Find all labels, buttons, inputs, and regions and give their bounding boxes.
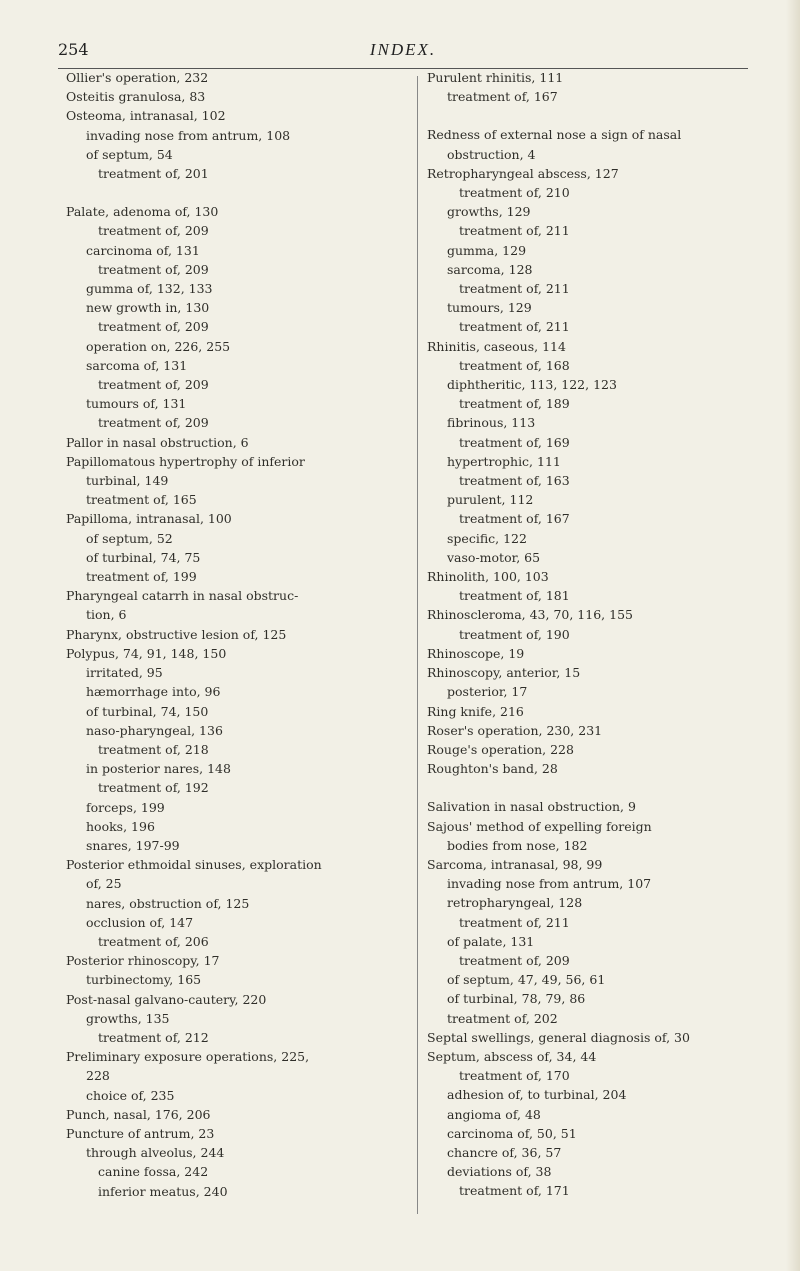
index-subentry: of septum, 54: [86, 146, 173, 162]
index-subentry: adhesion of, to turbinal, 204: [447, 1087, 627, 1103]
index-subentry: treatment of, 181: [459, 588, 570, 604]
index-subentry: snares, 197-99: [86, 837, 180, 853]
index-subentry: retropharyngeal, 128: [447, 895, 583, 911]
index-subentry: operation on, 226, 255: [86, 338, 231, 354]
index-column-left: [66, 68, 414, 1201]
index-subentry: sarcoma, 128: [447, 261, 533, 277]
index-subentry: hæmorrhage into, 96: [86, 684, 221, 700]
index-subentry: treatment of, 167: [447, 89, 558, 105]
index-subentry: obstruction, 4: [447, 146, 536, 162]
index-subentry: bodies from nose, 182: [447, 837, 588, 853]
index-subentry: tumours of, 131: [86, 396, 187, 412]
index-entry: Papilloma, intranasal, 100: [66, 511, 232, 527]
entry-gap: [427, 778, 757, 797]
index-entry: Preliminary exposure operations, 225,: [66, 1049, 310, 1065]
index-subentry: invading nose from antrum, 108: [86, 127, 291, 143]
index-subentry: through alveolus, 244: [86, 1145, 225, 1161]
index-subentry: vaso-motor, 65: [447, 549, 541, 565]
index-subentry: treatment of, 202: [447, 1010, 558, 1026]
index-subentry: nares, obstruction of, 125: [86, 895, 250, 911]
index-subentry: choice of, 235: [86, 1087, 175, 1103]
index-entry: Polypus, 74, 91, 148, 150: [66, 645, 227, 661]
index-subentry: treatment of, 211: [459, 914, 570, 930]
index-entry: Septal swellings, general diagnosis of, 30: [427, 1029, 690, 1045]
index-subentry: treatment of, 209: [98, 261, 209, 277]
index-subentry: irritated, 95: [86, 665, 163, 681]
index-subentry: treatment of, 210: [459, 185, 570, 201]
index-subentry: treatment of, 165: [86, 492, 197, 508]
index-entry: Punch, nasal, 176, 206: [66, 1106, 211, 1122]
index-subentry: treatment of, 167: [459, 511, 570, 527]
index-subentry: treatment of, 201: [98, 166, 209, 182]
index-subentry: diphtheritic, 113, 122, 123: [447, 377, 617, 393]
index-subentry: treatment of, 218: [98, 741, 209, 757]
index-subentry: treatment of, 199: [86, 569, 197, 585]
index-entry: Ring knife, 216: [427, 703, 524, 719]
index-entry: Rouge's operation, 228: [427, 741, 574, 757]
index-subentry: chancre of, 36, 57: [447, 1144, 562, 1160]
index-entry: Retropharyngeal abscess, 127: [427, 165, 619, 181]
index-subentry: posterior, 17: [447, 684, 528, 700]
index-subentry: of septum, 52: [86, 530, 173, 546]
index-subentry: turbinectomy, 165: [86, 972, 202, 988]
index-entry: Roser's operation, 230, 231: [427, 722, 603, 738]
index-subentry: deviations of, 38: [447, 1164, 552, 1180]
index-entry: Rhinoscleroma, 43, 70, 116, 155: [427, 607, 633, 623]
page-edge-shadow: [786, 0, 800, 1271]
index-entry: Salivation in nasal obstruction, 9: [427, 799, 636, 815]
index-subentry: treatment of, 163: [459, 473, 570, 489]
index-entry: Roughton's band, 28: [427, 761, 558, 777]
index-entry: Osteitis granulosa, 83: [66, 89, 206, 105]
index-subentry: treatment of, 168: [459, 357, 570, 373]
index-subentry: treatment of, 209: [98, 415, 209, 431]
index-subentry: gumma, 129: [447, 242, 527, 258]
index-entry: Post-nasal galvano-cautery, 220: [66, 991, 267, 1007]
running-title: INDEX.: [369, 40, 437, 59]
page-header: [58, 40, 748, 66]
index-entry: Posterior ethmoidal sinuses, exploration: [66, 857, 322, 873]
index-entry: Rhinitis, caseous, 114: [427, 338, 566, 354]
index-subentry: invading nose from antrum, 107: [447, 876, 652, 892]
index-subentry: of palate, 131: [447, 933, 535, 949]
index-entry: Pallor in nasal obstruction, 6: [66, 434, 249, 450]
index-entry: Pharynx, obstructive lesion of, 125: [66, 626, 287, 642]
index-subentry: treatment of, 209: [98, 319, 209, 335]
index-column-right: [427, 68, 757, 1201]
index-subentry: treatment of, 170: [459, 1068, 570, 1084]
index-subentry: of turbinal, 74, 150: [86, 703, 209, 719]
index-subentry: hypertrophic, 111: [447, 453, 561, 469]
index-entry: Papillomatous hypertrophy of inferior: [66, 453, 305, 469]
index-entry: Purulent rhinitis, 111: [427, 70, 564, 85]
index-subentry: treatment of, 192: [98, 780, 209, 796]
index-entry: Rhinolith, 100, 103: [427, 569, 549, 585]
index-subentry: tumours, 129: [447, 300, 532, 316]
index-subentry: carcinoma of, 50, 51: [447, 1125, 577, 1141]
index-subentry: treatment of, 212: [98, 1029, 209, 1045]
index-entry: Septum, abscess of, 34, 44: [427, 1048, 597, 1064]
index-subentry: turbinal, 149: [86, 473, 169, 489]
index-subentry: treatment of, 190: [459, 626, 570, 642]
index-entry: Palate, adenoma of, 130: [66, 204, 219, 220]
index-entry: Osteoma, intranasal, 102: [66, 108, 226, 124]
index-subentry: of septum, 47, 49, 56, 61: [447, 972, 606, 988]
index-subentry: naso-pharyngeal, 136: [86, 722, 223, 738]
index-entry: Redness of external nose a sign of nasal: [427, 127, 682, 143]
index-subentry: growths, 135: [86, 1010, 170, 1026]
index-subentry: treatment of, 189: [459, 396, 570, 412]
index-subentry: carcinoma of, 131: [86, 242, 200, 258]
index-subentry: treatment of, 171: [459, 1183, 570, 1199]
index-subentry: new growth in, 130: [86, 300, 210, 316]
index-subentry: 228: [86, 1068, 110, 1084]
index-entry: Puncture of antrum, 23: [66, 1125, 215, 1141]
index-subentry: treatment of, 209: [98, 377, 209, 393]
index-entry: Ollier's operation, 232: [66, 70, 209, 85]
index-subentry: forceps, 199: [86, 799, 165, 815]
index-subentry: specific, 122: [447, 530, 527, 546]
index-subentry: hooks, 196: [86, 818, 155, 834]
index-subentry: angioma of, 48: [447, 1106, 541, 1122]
index-subentry: treatment of, 211: [459, 319, 570, 335]
index-subentry: in posterior nares, 148: [86, 761, 231, 777]
index-subentry: of turbinal, 74, 75: [86, 549, 201, 565]
column-divider: [417, 76, 418, 1214]
index-subentry: gumma of, 132, 133: [86, 281, 213, 297]
entry-gap: [66, 183, 414, 202]
index-entry: Sajous' method of expelling foreign: [427, 818, 652, 834]
index-subentry: treatment of, 211: [459, 281, 570, 297]
index-entry: Posterior rhinoscopy, 17: [66, 953, 220, 969]
index-subentry: treatment of, 169: [459, 434, 570, 450]
index-subentry: treatment of, 206: [98, 933, 209, 949]
index-subentry: inferior meatus, 240: [98, 1183, 228, 1199]
entry-gap: [427, 106, 757, 125]
index-subentry: tion, 6: [86, 607, 127, 623]
index-entry: Rhinoscopy, anterior, 15: [427, 665, 581, 681]
index-subentry: canine fossa, 242: [98, 1164, 209, 1180]
index-subentry: purulent, 112: [447, 492, 534, 508]
index-subentry: growths, 129: [447, 204, 531, 220]
index-subentry: sarcoma of, 131: [86, 357, 188, 373]
index-entry: Rhinoscope, 19: [427, 645, 525, 661]
index-subentry: treatment of, 211: [459, 223, 570, 239]
index-subentry: occlusion of, 147: [86, 914, 194, 930]
index-entry: Sarcoma, intranasal, 98, 99: [427, 856, 603, 872]
index-subentry: of, 25: [86, 876, 122, 892]
page-number: 254: [58, 40, 89, 59]
index-subentry: treatment of, 209: [459, 952, 570, 968]
index-subentry: fibrinous, 113: [447, 415, 536, 431]
index-subentry: of turbinal, 78, 79, 86: [447, 991, 586, 1007]
index-subentry: treatment of, 209: [98, 223, 209, 239]
index-entry: Pharyngeal catarrh in nasal obstruc-: [66, 588, 299, 604]
